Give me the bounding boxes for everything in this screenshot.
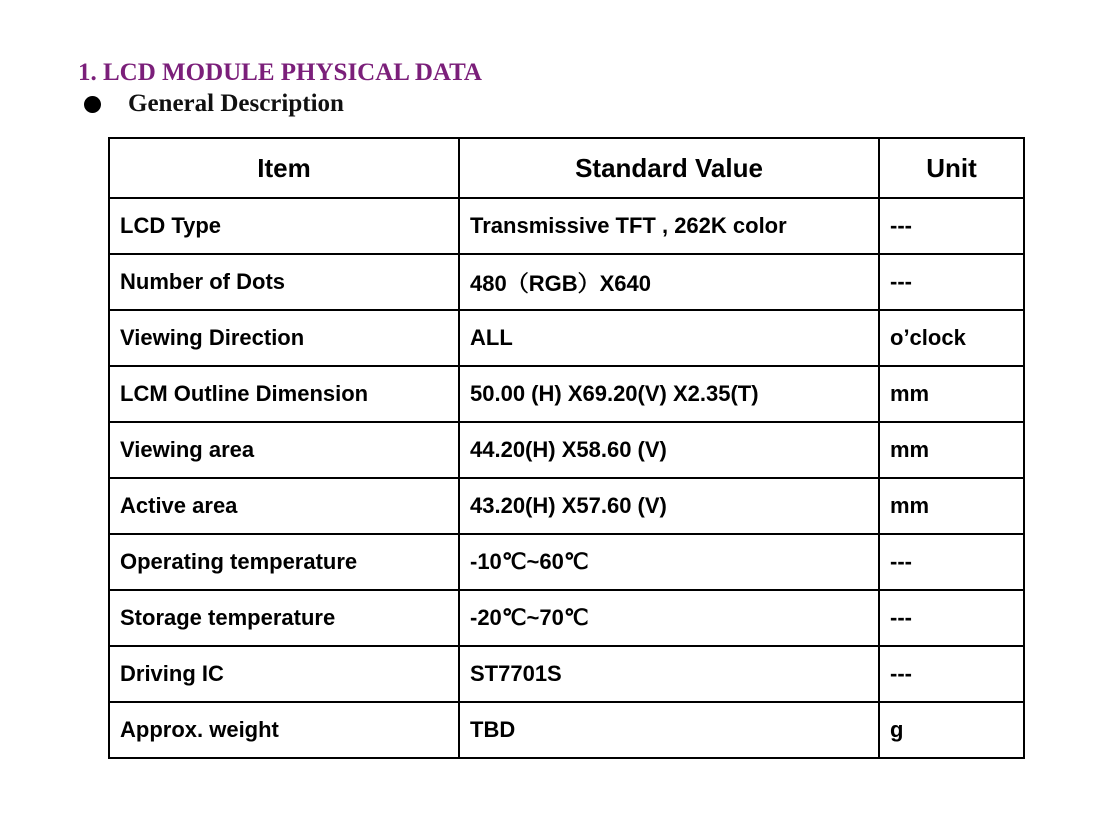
- table-row: [109, 422, 1024, 478]
- cell-item: Active area: [109, 478, 459, 534]
- cell-unit: o’clock: [879, 310, 1024, 366]
- cell-item: Storage temperature: [109, 590, 459, 646]
- cell-value: 43.20(H) X57.60 (V): [459, 478, 879, 534]
- cell-item: Operating temperature: [109, 534, 459, 590]
- cell-item: LCM Outline Dimension: [109, 366, 459, 422]
- header-unit: Unit: [879, 138, 1024, 198]
- cell-unit: ---: [879, 590, 1024, 646]
- cell-unit: mm: [879, 422, 1024, 478]
- table-row: [109, 646, 1024, 702]
- cell-value: -20℃~70℃: [459, 590, 879, 646]
- bullet-icon: [84, 96, 101, 113]
- table-row: [109, 310, 1024, 366]
- cell-unit: g: [879, 702, 1024, 758]
- cell-unit: mm: [879, 478, 1024, 534]
- table-row: [109, 534, 1024, 590]
- table-row: [109, 590, 1024, 646]
- table-header-row: [109, 138, 1024, 198]
- specification-table: [108, 137, 1025, 759]
- cell-item: LCD Type: [109, 198, 459, 254]
- cell-unit: mm: [879, 366, 1024, 422]
- cell-value: ALL: [459, 310, 879, 366]
- cell-item: Approx. weight: [109, 702, 459, 758]
- cell-value: 480（RGB）X640: [459, 254, 879, 310]
- cell-unit: ---: [879, 254, 1024, 310]
- cell-item: Driving IC: [109, 646, 459, 702]
- cell-value: -10℃~60℃: [459, 534, 879, 590]
- table-row: [109, 702, 1024, 758]
- cell-item: Number of Dots: [109, 254, 459, 310]
- table-row: [109, 254, 1024, 310]
- cell-value: 44.20(H) X58.60 (V): [459, 422, 879, 478]
- subheading-label: General Description: [128, 90, 344, 117]
- header-item: Item: [109, 138, 459, 198]
- cell-item: Viewing area: [109, 422, 459, 478]
- cell-value: 50.00 (H) X69.20(V) X2.35(T): [459, 366, 879, 422]
- cell-value: ST7701S: [459, 646, 879, 702]
- cell-unit: ---: [879, 646, 1024, 702]
- cell-unit: ---: [879, 198, 1024, 254]
- cell-item: Viewing Direction: [109, 310, 459, 366]
- table-row: [109, 478, 1024, 534]
- section-title: 1. LCD MODULE PHYSICAL DATA: [78, 59, 482, 86]
- cell-unit: ---: [879, 534, 1024, 590]
- table-row: [109, 198, 1024, 254]
- header-standard-value: Standard Value: [459, 138, 879, 198]
- cell-value: TBD: [459, 702, 879, 758]
- general-description-heading: [84, 89, 344, 119]
- cell-value: Transmissive TFT , 262K color: [459, 198, 879, 254]
- table-row: [109, 366, 1024, 422]
